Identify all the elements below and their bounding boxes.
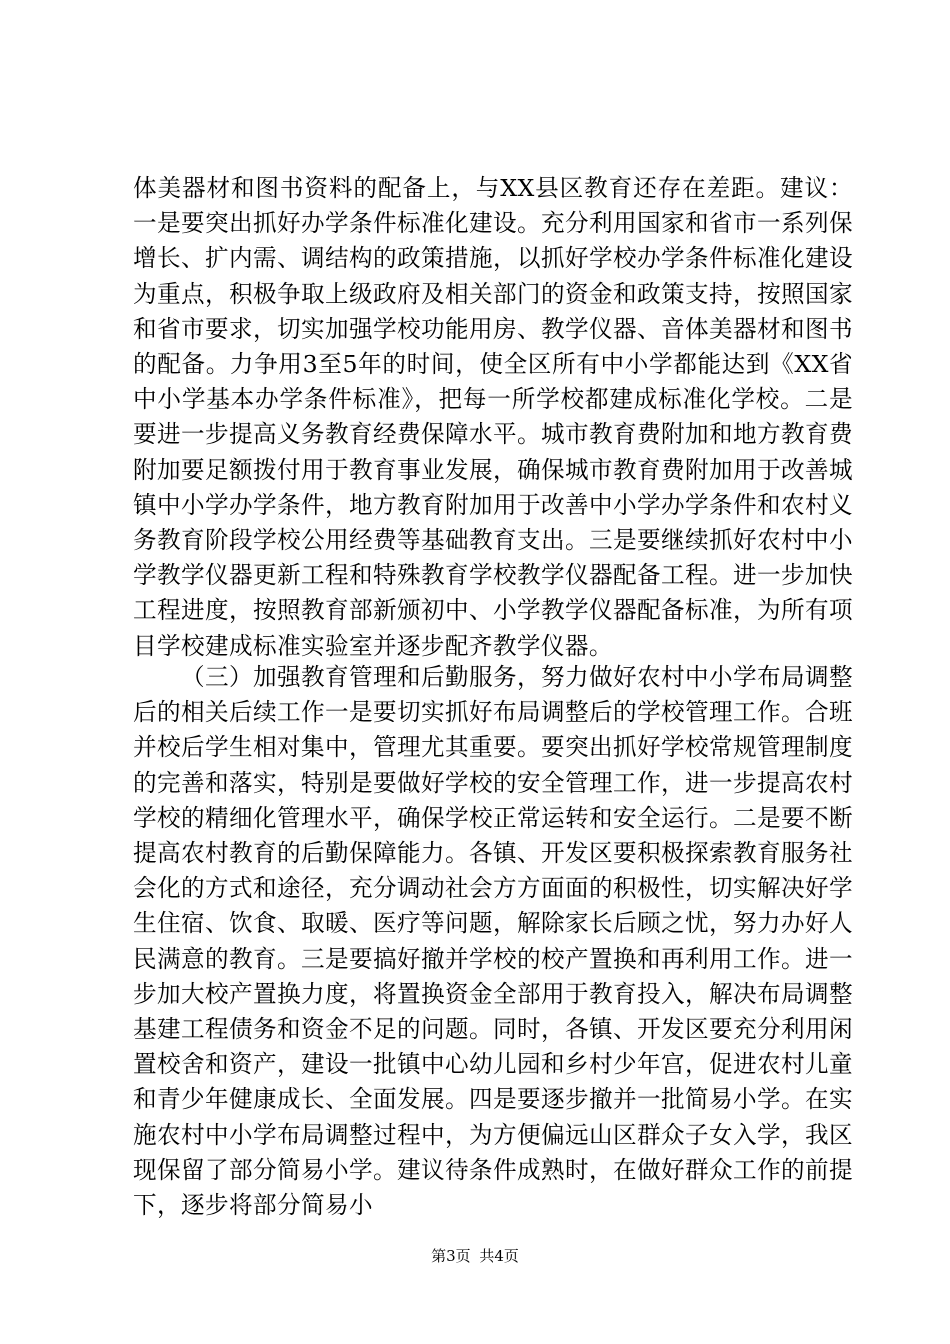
page-footer [0, 1246, 950, 1266]
body-paragraph-2 [133, 660, 853, 1223]
body-paragraph-1: 体美器材和图书资料的配备上，与XX县区教育还存在差距。建议：一是要突出抓好办学条件标准化建设。充分利用国家和省市一系列保增长、扩内需、调结构的政策措施，以抓好学校办学条件标准化建设为重点，积极争取上级政府及相关部门的资金和政策支持，按照国家和省市要求，切实加强学校功能用房、教学仪器、音体美器材和图书的配备。力争用3至5年的时间，使全区所有中小学都能达到《XX省中小学基本办学条件标准》，把每一所学校都建成标准化学校。二是要进一步提高义务教育经费保障水平。城市教育费附加和地方教育费附加要足额拨付用于教育事业发展，确保城市教育费附加用于改善城镇中小学办学条件，地方教育附加用于改善中小学办学条件和农村义务教育阶段学校公用经费等基础教育支出。三是要继续抓好农村中小学教学仪器更新工程和特殊教育学校教学仪器配备工程。进一步加快工程进度，按照教育部新颁初中、小学教学仪器配备标准，为所有项目学校建成标准实验室并逐步配齐教学仪器。 [133, 174, 853, 660]
body-paragraph-2-text: （三）加强教育管理和后勤服务，努力做好农村中小学布局调整后的相关后续工作一是要切实抓好布局调整后的学校管理工作。合班并校后学生相对集中，管理尤其重要。要突出抓好学校常规管理制度的完善和落实，特别是要做好学校的安全管理工作，进一步提高农村学校的精细化管理水平，确保学校正常运转和安全运行。二是要不断提高农村教育的后勤保障能力。各镇、开发区要积极探索教育服务社会化的方式和途径，充分调动社会方方面面的积极性，切实解决好学生住宿、饮食、取暖、医疗等问题，解除家长后顾之忧，努力办好人民满意的教育。三是要搞好撤并学校的校产置换和再利用工作。进一步加大校产置换力度，将置换资金全部用于教育投入，解决布局调整基建工程债务和资金不足的问题。同时，各镇、开发区要充分利用闲置校舍和资产，建设一批镇中心幼儿园和乡村少年宫，促进农村儿童和青少年健康成长、全面发展。四是要逐步撤并一批简易小学。在实施农村中小学布局调整过程中，为方便偏远山区群众子女入学，我区现保留了部分简易小学。建议待条件成熟时，在做好群众工作的前提下，逐步将部分简易小 [133, 663, 853, 1220]
page-number: 第3页 [431, 1247, 471, 1265]
page-total: 共4页 [479, 1247, 519, 1265]
